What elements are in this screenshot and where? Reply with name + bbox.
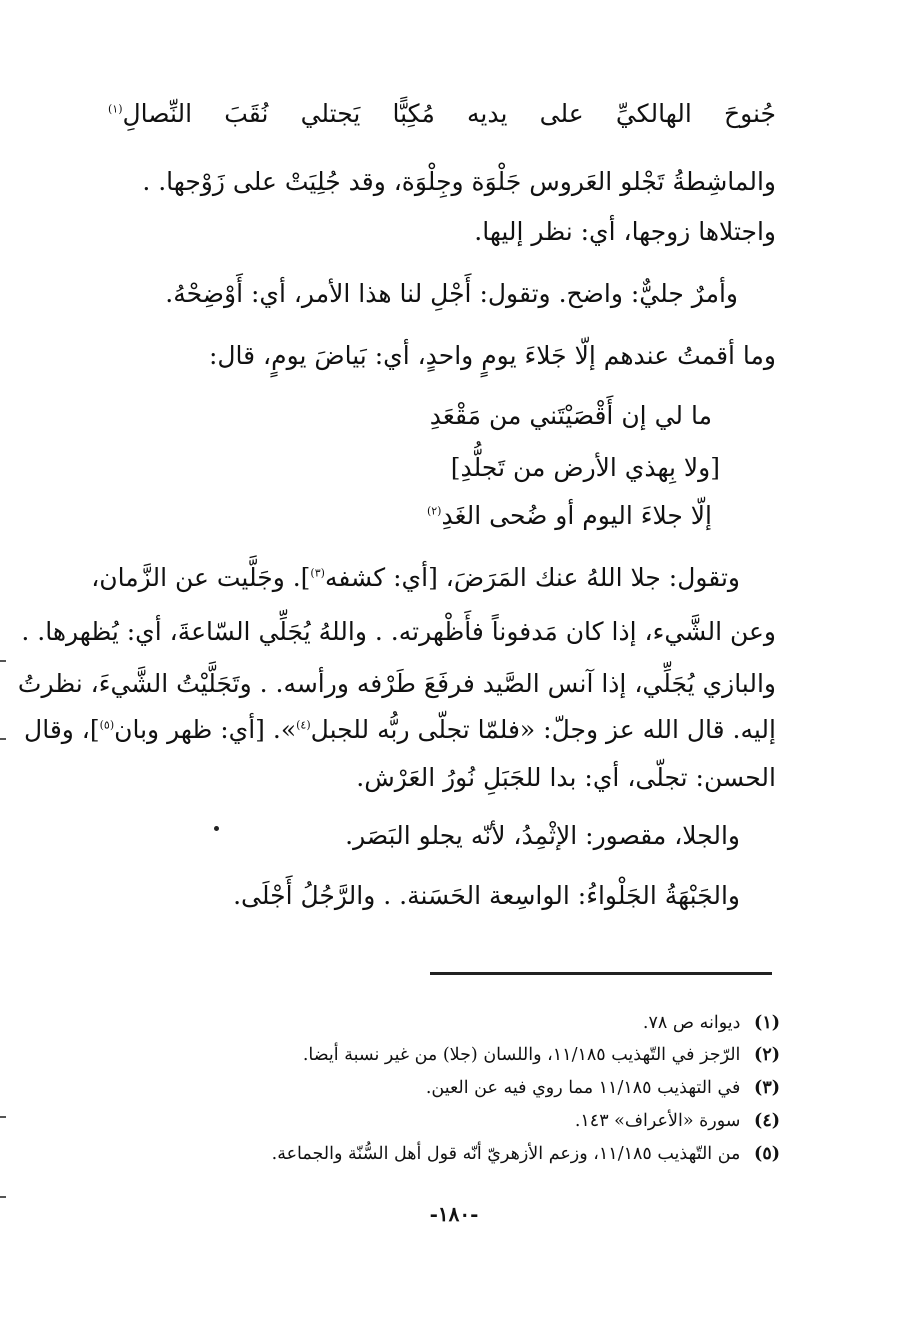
footnote-ref-5: (٥) bbox=[99, 718, 115, 732]
body-line-5: وما أقمتُ عندهم إلّا جَلاءَ يومٍ واحدٍ، أي: بَياضَ يومٍ، قال: bbox=[208, 341, 776, 370]
page-number: -١٨٠- bbox=[429, 1202, 479, 1226]
margin-mark bbox=[0, 660, 6, 662]
footnote-4 bbox=[575, 1108, 780, 1134]
footnote-separator bbox=[430, 972, 772, 975]
para2-line-5: الحسن: تجلّى، أي: بدا للجَبَلِ نُورُ العَرْش. bbox=[356, 763, 776, 792]
footnote-text: الرّجز في التّهذيب ١١/١٨٥، واللسان (جلا) من غير نسبة أيضا. bbox=[302, 1045, 741, 1065]
body-line-jabha: والجَبْهَةُ الجَلْواءُ: الواسِعة الحَسَنة. . والرَّجُلُ أَجْلَى. bbox=[233, 881, 740, 910]
body-line-3: واجتلاها زوجها، أي: نظر إليها. bbox=[474, 217, 776, 246]
body-line-jala: والجلا، مقصور: الإثْمِدُ، لأنّه يجلو البَصَر. bbox=[345, 821, 740, 850]
margin-mark bbox=[0, 1116, 6, 1118]
verse-line-a: ما لي إن أَقْصَيْتَني من مَقْعَدِ bbox=[429, 401, 712, 430]
verse-top: جُنوحَ الهالكيِّ على يديه مُكِبًّا يَجتلي نُقَبَ النِّصالِ$^{(١)}$ bbox=[108, 99, 776, 128]
footnote-ref-2: (٢) bbox=[426, 504, 442, 518]
footnote-text: من التّهذيب ١١/١٨٥، وزعم الأزهريّ أنّه قول أهل السُّنّة والجماعة. bbox=[271, 1144, 741, 1164]
footnote-text: في التهذيب ١١/١٨٥ مما روي فيه عن العين. bbox=[425, 1078, 741, 1098]
margin-mark bbox=[0, 738, 6, 740]
footnote-2 bbox=[303, 1042, 780, 1068]
para2-line-4: إليه. قال الله عز وجلّ: «فلمّا تجلّى ربُّه للجبل$^{(٤)}$». [أي: ظهر وبان$^{(٥)}$]، وقال bbox=[24, 715, 776, 744]
footnote-ref-1: (١) bbox=[108, 102, 123, 116]
footnote-text: ديوانه ص ٧٨. bbox=[642, 1013, 741, 1033]
footnote-number: (٥) bbox=[754, 1144, 780, 1164]
para2-line-1: وتقول: جلا اللهُ عنك المَرَضَ، [أي: كشفه$^{(٣)}$]. وجَلَّيت عن الزَّمان، bbox=[91, 563, 740, 592]
footnote-1 bbox=[643, 1010, 780, 1036]
body-line-4: وأمرٌ جليٌّ: واضح. وتقول: أَجْلِ لنا هذا الأمر، أي: أَوْضِحْهُ. bbox=[165, 279, 738, 308]
footnote-ref-4: (٤) bbox=[296, 718, 311, 732]
para2-line-2: وعن الشَّيء، إذا كان مَدفوناً فأَظْهرته. . واللهُ يُجَلِّي السّاعةَ، أي: يُظهرها. . bbox=[21, 617, 776, 646]
footnote-number: (٤) bbox=[754, 1111, 780, 1131]
footnote-ref-3: (٣) bbox=[310, 566, 325, 580]
ink-dot bbox=[214, 826, 219, 831]
margin-mark bbox=[0, 1196, 6, 1198]
footnote-3 bbox=[426, 1075, 780, 1101]
footnote-number: (٢) bbox=[754, 1045, 780, 1065]
footnote-number: (٣) bbox=[754, 1078, 780, 1098]
para2-line-3: والبازي يُجَلِّي، إذا آنس الصَّيد فرفَعَ طَرْفه ورأسه. . وتَجَلَّيْتُ الشَّيءَ، نظرتُ bbox=[17, 669, 776, 698]
verse-line-b: [ولا بِهذي الأرض من تَجلُّدِ] bbox=[450, 453, 720, 482]
footnote-text: سورة «الأعراف» ١٤٣. bbox=[574, 1111, 741, 1131]
body-line-2: والماشِطةُ تَجْلو العَروس جَلْوَة وجِلْوَة، وقد جُلِيَتْ على زَوْجها. . bbox=[142, 167, 776, 196]
footnote-number: (١) bbox=[754, 1013, 780, 1033]
footnote-5 bbox=[272, 1141, 780, 1167]
verse-line-c: إلّا جلاءَ اليوم أو ضُحى الغَدِ$^{(٢)}$ bbox=[426, 501, 712, 530]
